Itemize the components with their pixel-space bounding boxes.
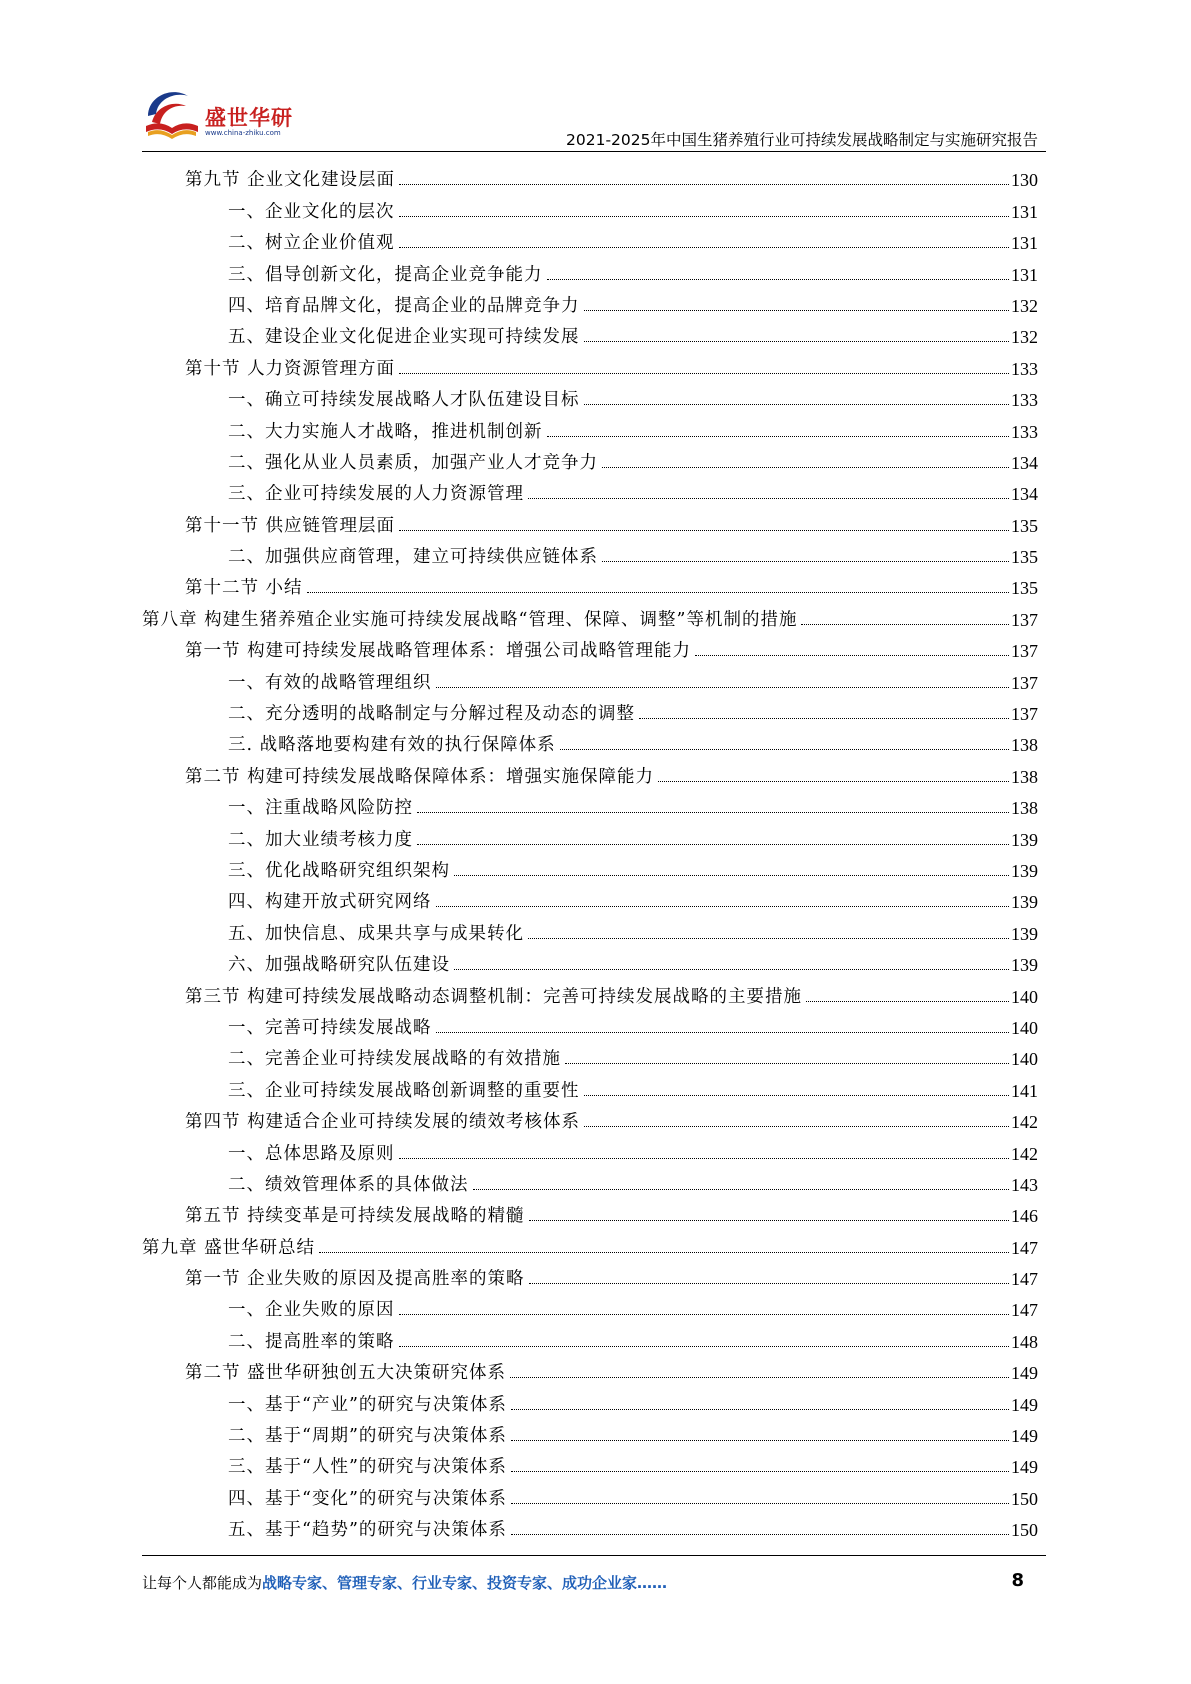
toc-dot-leader — [529, 1283, 1009, 1284]
toc-entry-page: 146 — [1011, 1206, 1038, 1227]
toc-entry-page: 138 — [1011, 798, 1038, 819]
toc-entry-title: 三、倡导创新文化，提高企业竞争能力 — [228, 264, 543, 285]
toc-entry[interactable] — [142, 1039, 1038, 1070]
toc-entry-page: 140 — [1011, 1017, 1038, 1038]
toc-entry-title: 第十二节 小结 — [185, 578, 303, 599]
toc-entry-page: 138 — [1011, 766, 1038, 787]
toc-entry-page: 137 — [1011, 704, 1038, 725]
toc-entry[interactable] — [142, 537, 1038, 568]
toc-entry-title: 二、加强供应商管理，建立可持续供应链体系 — [228, 547, 598, 568]
toc-entry-title: 一、基于“产业”的研究与决策体系 — [228, 1394, 507, 1415]
table-of-contents — [142, 160, 1038, 1541]
toc-entry[interactable] — [142, 945, 1038, 976]
toc-entry[interactable] — [142, 1196, 1038, 1227]
toc-entry-page: 150 — [1011, 1488, 1038, 1509]
toc-entry-title: 第十节 人力资源管理方面 — [185, 358, 396, 379]
toc-dot-leader — [399, 530, 1009, 531]
toc-entry[interactable] — [142, 254, 1038, 285]
toc-entry-page: 147 — [1011, 1300, 1038, 1321]
toc-dot-leader — [399, 216, 1010, 217]
toc-entry-title: 第三节 构建可持续发展战略动态调整机制：完善可持续发展战略的主要措施 — [185, 986, 803, 1007]
toc-dot-leader — [547, 279, 1010, 280]
toc-dot-leader — [319, 1252, 1009, 1253]
toc-entry[interactable] — [142, 411, 1038, 442]
toc-entry[interactable] — [142, 819, 1038, 850]
toc-entry-title: 二、完善企业可持续发展战略的有效措施 — [228, 1049, 561, 1070]
header-divider — [142, 151, 1046, 152]
toc-dot-leader — [529, 1220, 1009, 1221]
toc-entry-title: 第二节 盛世华研独创五大决策研究体系 — [185, 1363, 507, 1384]
toc-entry-page: 149 — [1011, 1457, 1038, 1478]
toc-dot-leader — [511, 1440, 1009, 1441]
toc-dot-leader — [565, 1063, 1009, 1064]
toc-dot-leader — [528, 938, 1009, 939]
toc-dot-leader — [417, 844, 1009, 845]
toc-entry-title: 三、优化战略研究组织架构 — [228, 860, 450, 881]
logo-text: 盛世华研 — [205, 106, 293, 130]
toc-entry-page: 147 — [1011, 1269, 1038, 1290]
toc-entry-title: 二、充分透明的战略制定与分解过程及动态的调整 — [228, 704, 635, 725]
toc-dot-leader — [511, 1503, 1009, 1504]
toc-dot-leader — [602, 467, 1009, 468]
toc-entry-title: 一、企业失败的原因 — [228, 1300, 395, 1321]
toc-entry-title: 第一节 企业失败的原因及提高胜率的策略 — [185, 1269, 525, 1290]
toc-entry[interactable] — [142, 1227, 1038, 1258]
toc-entry-title: 二、基于“周期”的研究与决策体系 — [228, 1426, 507, 1447]
toc-dot-leader — [547, 436, 1010, 437]
toc-dot-leader — [602, 561, 1009, 562]
toc-entry[interactable] — [142, 694, 1038, 725]
toc-dot-leader — [417, 812, 1009, 813]
toc-entry[interactable] — [142, 286, 1038, 317]
toc-entry-page: 130 — [1011, 170, 1038, 191]
toc-entry[interactable] — [142, 443, 1038, 474]
toc-dot-leader — [584, 404, 1010, 405]
toc-entry-page: 137 — [1011, 609, 1038, 630]
toc-entry[interactable] — [142, 756, 1038, 787]
toc-entry[interactable] — [142, 851, 1038, 882]
toc-entry[interactable] — [142, 1447, 1038, 1478]
toc-entry-title: 二、提高胜率的策略 — [228, 1331, 395, 1352]
toc-entry[interactable] — [142, 1070, 1038, 1101]
toc-entry-page: 135 — [1011, 578, 1038, 599]
toc-dot-leader — [658, 781, 1009, 782]
logo-emblem-icon — [142, 82, 204, 144]
toc-entry-page: 131 — [1011, 233, 1038, 254]
toc-entry-page: 139 — [1011, 923, 1038, 944]
toc-dot-leader — [511, 1409, 1009, 1410]
company-logo — [142, 82, 307, 146]
toc-dot-leader — [584, 310, 1010, 311]
toc-entry-title: 二、大力实施人才战略，推进机制创新 — [228, 421, 543, 442]
toc-entry-page: 140 — [1011, 986, 1038, 1007]
toc-entry[interactable] — [142, 380, 1038, 411]
toc-entry-title: 一、确立可持续发展战略人才队伍建设目标 — [228, 390, 580, 411]
toc-entry-page: 139 — [1011, 892, 1038, 913]
footer-slogan-highlight: 战略专家、管理专家、行业专家、投资专家、成功企业家…… — [262, 1574, 668, 1592]
toc-entry-page: 139 — [1011, 860, 1038, 881]
toc-entry-title: 二、树立企业价值观 — [228, 233, 395, 254]
toc-entry[interactable] — [142, 725, 1038, 756]
toc-entry[interactable] — [142, 348, 1038, 379]
toc-entry-page: 140 — [1011, 1049, 1038, 1070]
toc-dot-leader — [560, 749, 1009, 750]
toc-dot-leader — [399, 184, 1009, 185]
toc-entry-title: 一、完善可持续发展战略 — [228, 1017, 432, 1038]
toc-entry[interactable] — [142, 662, 1038, 693]
toc-entry-page: 142 — [1011, 1112, 1038, 1133]
toc-dot-leader — [584, 1126, 1009, 1127]
toc-dot-leader — [584, 1095, 1010, 1096]
toc-entry-page: 137 — [1011, 672, 1038, 693]
toc-entry[interactable] — [142, 505, 1038, 536]
toc-entry[interactable] — [142, 1290, 1038, 1321]
toc-dot-leader — [454, 969, 1009, 970]
toc-entry-title: 四、培育品牌文化，提高企业的品牌竞争力 — [228, 295, 580, 316]
toc-entry[interactable] — [142, 1510, 1038, 1541]
toc-entry-title: 一、总体思路及原则 — [228, 1143, 395, 1164]
toc-dot-leader — [806, 1001, 1009, 1002]
toc-dot-leader — [436, 906, 1010, 907]
toc-dot-leader — [584, 341, 1010, 342]
toc-dot-leader — [399, 1314, 1010, 1315]
toc-entry-title: 三、企业可持续发展战略创新调整的重要性 — [228, 1080, 580, 1101]
toc-entry-page: 132 — [1011, 295, 1038, 316]
toc-entry[interactable] — [142, 1165, 1038, 1196]
toc-entry-page: 135 — [1011, 547, 1038, 568]
toc-dot-leader — [510, 1377, 1009, 1378]
toc-entry-title: 六、加强战略研究队伍建设 — [228, 955, 450, 976]
toc-entry[interactable] — [142, 976, 1038, 1007]
toc-entry-page: 149 — [1011, 1426, 1038, 1447]
toc-entry-title: 一、注重战略风险防控 — [228, 798, 413, 819]
toc-dot-leader — [399, 247, 1010, 248]
toc-dot-leader — [399, 1346, 1010, 1347]
toc-entry[interactable] — [142, 317, 1038, 348]
toc-entry[interactable] — [142, 882, 1038, 913]
toc-entry-page: 143 — [1011, 1174, 1038, 1195]
toc-entry[interactable] — [142, 1416, 1038, 1447]
toc-entry-page: 131 — [1011, 201, 1038, 222]
toc-entry-page: 149 — [1011, 1363, 1038, 1384]
toc-entry[interactable] — [142, 160, 1038, 191]
toc-entry[interactable] — [142, 1102, 1038, 1133]
toc-dot-leader — [695, 655, 1009, 656]
toc-entry[interactable] — [142, 599, 1038, 630]
toc-entry-page: 150 — [1011, 1520, 1038, 1541]
toc-dot-leader — [454, 875, 1009, 876]
toc-entry[interactable] — [142, 1133, 1038, 1164]
toc-entry-page: 133 — [1011, 358, 1038, 379]
toc-entry-page: 142 — [1011, 1143, 1038, 1164]
toc-entry-title: 二、绩效管理体系的具体做法 — [228, 1174, 469, 1195]
toc-entry[interactable] — [142, 788, 1038, 819]
toc-entry-title: 五、基于“趋势”的研究与决策体系 — [228, 1520, 507, 1541]
toc-entry-title: 第四节 构建适合企业可持续发展的绩效考核体系 — [185, 1112, 581, 1133]
footer-slogan-prefix: 让每个人都能成为 — [142, 1574, 263, 1592]
toc-dot-leader — [528, 498, 1009, 499]
toc-entry-title: 第九节 企业文化建设层面 — [185, 170, 396, 191]
toc-entry-title: 四、构建开放式研究网络 — [228, 892, 432, 913]
footer-divider — [142, 1555, 1046, 1556]
toc-dot-leader — [399, 373, 1009, 374]
toc-entry-page: 134 — [1011, 484, 1038, 505]
toc-entry-title: 第一节 构建可持续发展战略管理体系：增强公司战略管理能力 — [185, 641, 692, 662]
toc-entry-title: 五、加快信息、成果共享与成果转化 — [228, 923, 524, 944]
toc-entry-page: 135 — [1011, 515, 1038, 536]
toc-dot-leader — [436, 1032, 1010, 1033]
toc-entry-title: 第二节 构建可持续发展战略保障体系：增强实施保障能力 — [185, 766, 655, 787]
toc-entry[interactable] — [142, 1384, 1038, 1415]
toc-entry-title: 二、强化从业人员素质，加强产业人才竞争力 — [228, 452, 598, 473]
toc-entry-title: 第九章 盛世华研总结 — [142, 1237, 316, 1258]
footer-slogan — [142, 1572, 667, 1593]
toc-entry-page: 134 — [1011, 452, 1038, 473]
toc-dot-leader — [639, 718, 1009, 719]
toc-entry[interactable] — [142, 1259, 1038, 1290]
toc-entry[interactable] — [142, 1321, 1038, 1352]
toc-dot-leader — [511, 1471, 1009, 1472]
toc-entry-page: 139 — [1011, 829, 1038, 850]
toc-entry-page: 139 — [1011, 955, 1038, 976]
toc-entry-page: 133 — [1011, 421, 1038, 442]
toc-entry-page: 132 — [1011, 327, 1038, 348]
toc-entry-title: 四、基于“变化”的研究与决策体系 — [228, 1488, 507, 1509]
toc-entry[interactable] — [142, 191, 1038, 222]
toc-entry-title: 三、基于“人性”的研究与决策体系 — [228, 1457, 507, 1478]
toc-entry-page: 141 — [1011, 1080, 1038, 1101]
toc-entry[interactable] — [142, 913, 1038, 944]
logo-url: www.china-zhiku.com — [205, 129, 281, 137]
page-number: 8 — [1011, 1570, 1024, 1591]
toc-entry-title: 二、加大业绩考核力度 — [228, 829, 413, 850]
toc-dot-leader — [511, 1534, 1009, 1535]
toc-entry[interactable] — [142, 474, 1038, 505]
toc-entry-title: 五、建设企业文化促进企业实现可持续发展 — [228, 327, 580, 348]
toc-dot-leader — [399, 1158, 1010, 1159]
toc-entry[interactable] — [142, 1008, 1038, 1039]
toc-entry-page: 137 — [1011, 641, 1038, 662]
toc-entry-title: 一、有效的战略管理组织 — [228, 672, 432, 693]
toc-dot-leader — [801, 624, 1009, 625]
toc-dot-leader — [473, 1189, 1010, 1190]
toc-entry-page: 131 — [1011, 264, 1038, 285]
toc-dot-leader — [307, 592, 1009, 593]
toc-entry-title: 第五节 持续变革是可持续发展战略的精髓 — [185, 1206, 525, 1227]
toc-entry[interactable] — [142, 631, 1038, 662]
toc-entry-page: 147 — [1011, 1237, 1038, 1258]
toc-entry[interactable] — [142, 1353, 1038, 1384]
page-footer — [142, 1572, 1046, 1602]
toc-entry-page: 148 — [1011, 1331, 1038, 1352]
toc-entry-title: 第八章 构建生猪养殖企业实施可持续发展战略“管理、保障、调整”等机制的措施 — [142, 609, 798, 630]
toc-entry-page: 133 — [1011, 390, 1038, 411]
page-header — [142, 82, 1046, 152]
toc-dot-leader — [436, 687, 1010, 688]
toc-entry-title: 三、企业可持续发展的人力资源管理 — [228, 484, 524, 505]
toc-entry[interactable] — [142, 223, 1038, 254]
report-title: 2021-2025年中国生猪养殖行业可持续发展战略制定与实施研究报告 — [566, 131, 1038, 149]
toc-entry-title: 三. 战略落地要构建有效的执行保障体系 — [228, 735, 556, 756]
toc-entry-page: 149 — [1011, 1394, 1038, 1415]
toc-entry-page: 138 — [1011, 735, 1038, 756]
toc-entry-title: 第十一节 供应链管理层面 — [185, 515, 396, 536]
toc-entry[interactable] — [142, 1478, 1038, 1509]
toc-entry-title: 一、企业文化的层次 — [228, 201, 395, 222]
toc-entry[interactable] — [142, 568, 1038, 599]
